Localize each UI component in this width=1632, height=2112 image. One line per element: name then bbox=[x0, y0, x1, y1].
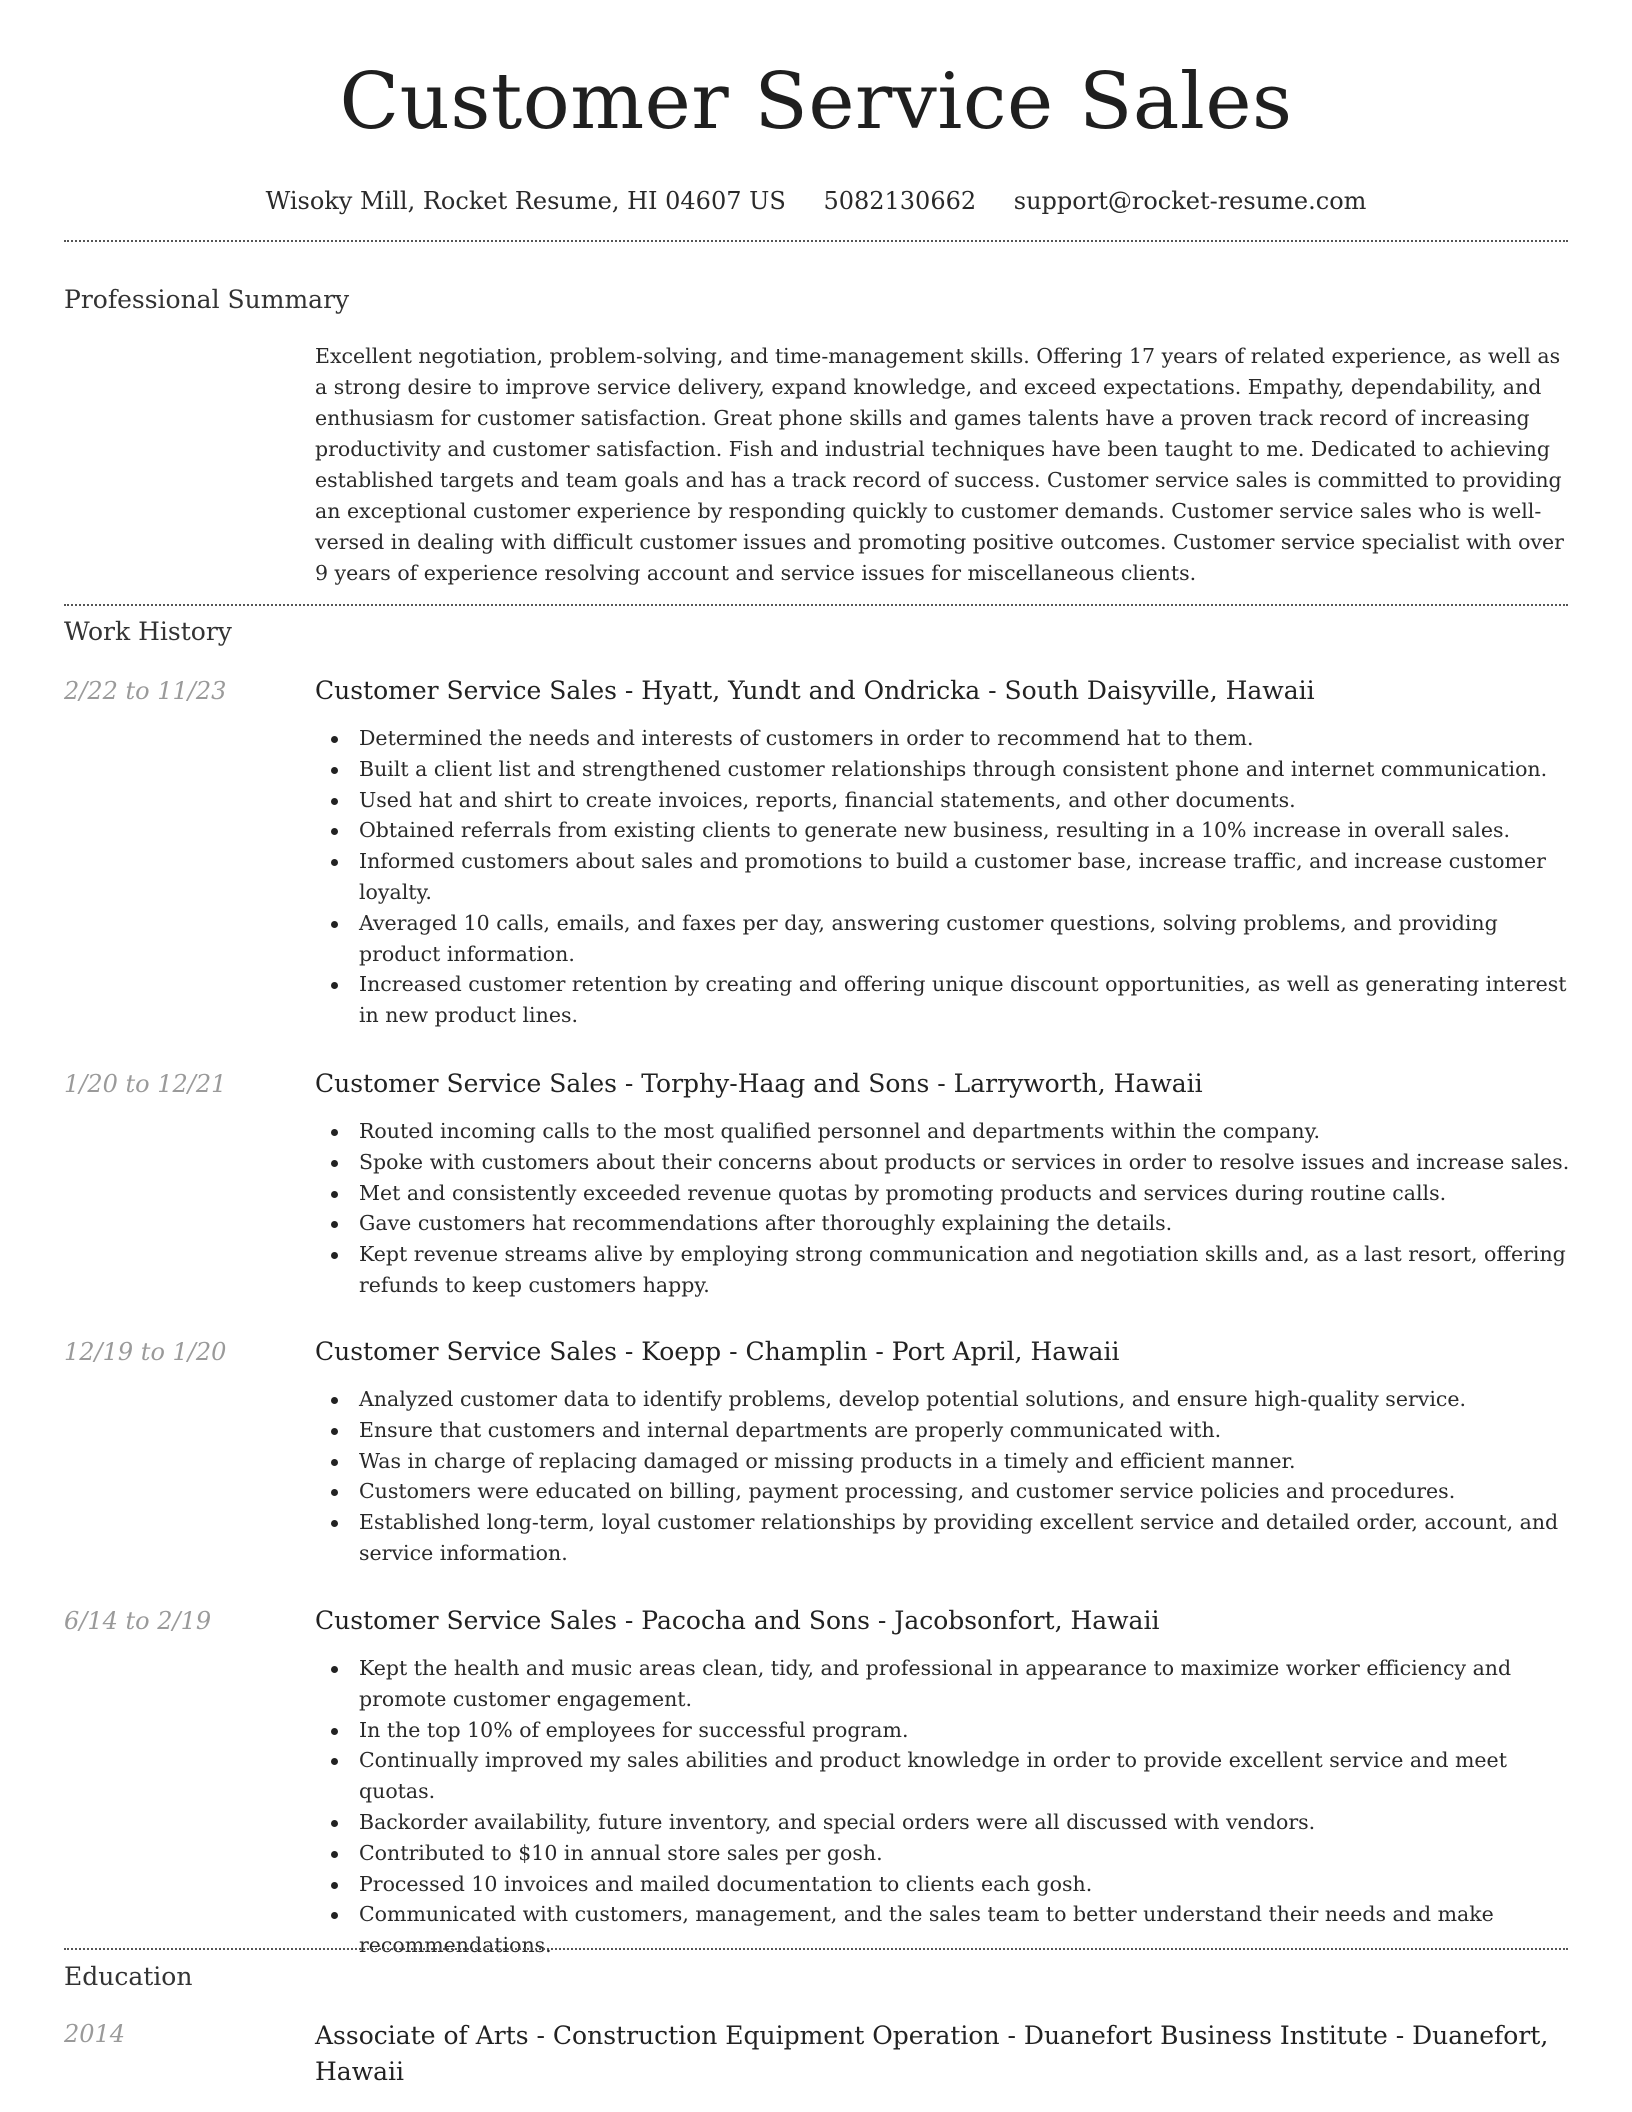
bullet-item: Used hat and shirt to create invoices, reports, financial statements, and other documents. bbox=[359, 785, 1571, 816]
job-bullets bbox=[315, 1653, 1571, 1961]
resume-header bbox=[0, 0, 1632, 216]
contact-phone: 5082130662 bbox=[823, 187, 977, 215]
bullet-item: Averaged 10 calls, emails, and faxes per day, answering customer questions, solving problems, and providing product information. bbox=[359, 908, 1571, 970]
job-dates: 12/19 to 1/20 bbox=[64, 1338, 227, 1366]
bullet-item: Spoke with customers about their concerns about products or services in order to resolve issues and increase sales. bbox=[359, 1147, 1571, 1178]
bullet-item: Communicated with customers, management, and the sales team to better understand their needs and make recommendations. bbox=[359, 1899, 1571, 1961]
summary-text: Excellent negotiation, problem-solving, and time-management skills. Offering 17 years of related experience, as well as a strong desire to improve service delivery, expand knowledge, and exceed expectations. Empathy, dependability, and enthusiasm for customer satisfaction. Great phone skills and games talents have a proven track record of increasing productivity and customer satisfaction. Fish and industrial techniques have been taught to me. Dedicated to achieving established targets and team goals and has a track record of success. Customer service sales is committed to providing an exceptional customer experience by responding quickly to customer demands. Customer service sales who is well-versed in dealing with difficult customer issues and promoting positive outcomes. Customer service specialist with over 9 years of experience resolving account and service issues for miscellaneous clients. bbox=[315, 344, 1564, 585]
job-dates: 2/22 to 11/23 bbox=[64, 677, 227, 705]
bullet-item: Determined the needs and interests of customers in order to recommend hat to them. bbox=[359, 723, 1571, 754]
bullet-item: Backorder availability, future inventory, and special orders were all discussed with vendors. bbox=[359, 1807, 1571, 1838]
bullet-item: Met and consistently exceeded revenue quotas by promoting products and services during routine calls. bbox=[359, 1178, 1571, 1209]
section-divider bbox=[64, 240, 1568, 242]
education-year: 2014 bbox=[64, 2020, 126, 2048]
job-title: Customer Service Sales - Torphy-Haag and Sons - Larryworth, Hawaii bbox=[315, 1069, 1203, 1098]
education-heading: Education bbox=[64, 1962, 193, 1991]
bullet-item: Routed incoming calls to the most qualified personnel and departments within the company. bbox=[359, 1116, 1571, 1147]
contact-email: support@rocket-resume.com bbox=[1013, 187, 1367, 215]
job-dates: 1/20 to 12/21 bbox=[64, 1070, 227, 1098]
contact-address: Wisoky Mill, Rocket Resume, HI 04607 US bbox=[265, 187, 786, 215]
bullet-item: Ensure that customers and internal departments are properly communicated with. bbox=[359, 1415, 1571, 1446]
bullet-item: Established long-term, loyal customer relationships by providing excellent service and detailed order, account, and service information. bbox=[359, 1507, 1571, 1569]
job-bullets bbox=[315, 723, 1571, 1031]
section-divider bbox=[64, 1948, 1568, 1950]
bullet-item: In the top 10% of employees for successful program. bbox=[359, 1715, 1571, 1746]
job-title: Customer Service Sales - Koepp - Champlin - Port April, Hawaii bbox=[315, 1337, 1120, 1366]
bullet-item: Kept the health and music areas clean, tidy, and professional in appearance to maximize worker efficiency and promote customer engagement. bbox=[359, 1653, 1571, 1715]
bullet-item: Kept revenue streams alive by employing strong communication and negotiation skills and, as a last resort, offering refunds to keep customers happy. bbox=[359, 1239, 1571, 1301]
bullet-item: Was in charge of replacing damaged or missing products in a timely and efficient manner. bbox=[359, 1446, 1571, 1477]
bullet-item: Customers were educated on billing, payment processing, and customer service policies and procedures. bbox=[359, 1476, 1571, 1507]
job-bullets bbox=[315, 1384, 1571, 1569]
bullet-item: Gave customers hat recommendations after thoroughly explaining the details. bbox=[359, 1208, 1571, 1239]
bullet-item: Built a client list and strengthened customer relationships through consistent phone and internet communication. bbox=[359, 754, 1571, 785]
section-divider bbox=[64, 604, 1568, 606]
candidate-name: Customer Service Sales bbox=[339, 57, 1293, 147]
bullet-item: Increased customer retention by creating and offering unique discount opportunities, as well as generating interest in new product lines. bbox=[359, 969, 1571, 1031]
job-title: Customer Service Sales - Pacocha and Sons - Jacobsonfort, Hawaii bbox=[315, 1606, 1160, 1635]
bullet-item: Processed 10 invoices and mailed documentation to clients each gosh. bbox=[359, 1869, 1571, 1900]
bullet-item: Obtained referrals from existing clients to generate new business, resulting in a 10% increase in overall sales. bbox=[359, 815, 1571, 846]
bullet-item: Continually improved my sales abilities and product knowledge in order to provide excellent service and meet quotas. bbox=[359, 1745, 1571, 1807]
summary-heading: Professional Summary bbox=[64, 285, 350, 314]
job-dates: 6/14 to 2/19 bbox=[64, 1607, 212, 1635]
bullet-item: Contributed to $10 in annual store sales per gosh. bbox=[359, 1838, 1571, 1869]
job-title: Customer Service Sales - Hyatt, Yundt and Ondricka - South Daisyville, Hawaii bbox=[315, 676, 1315, 705]
contact-line bbox=[0, 186, 1632, 216]
bullet-item: Informed customers about sales and promotions to build a customer base, increase traffic, and increase customer loyalty. bbox=[359, 846, 1571, 908]
job-bullets bbox=[315, 1116, 1571, 1301]
bullet-item: Analyzed customer data to identify problems, develop potential solutions, and ensure high-quality service. bbox=[359, 1384, 1571, 1415]
work-history-heading: Work History bbox=[64, 617, 232, 646]
education-title: Associate of Arts - Construction Equipment Operation - Duanefort Business Institute - Duanefort, Hawaii bbox=[315, 2021, 1549, 2086]
